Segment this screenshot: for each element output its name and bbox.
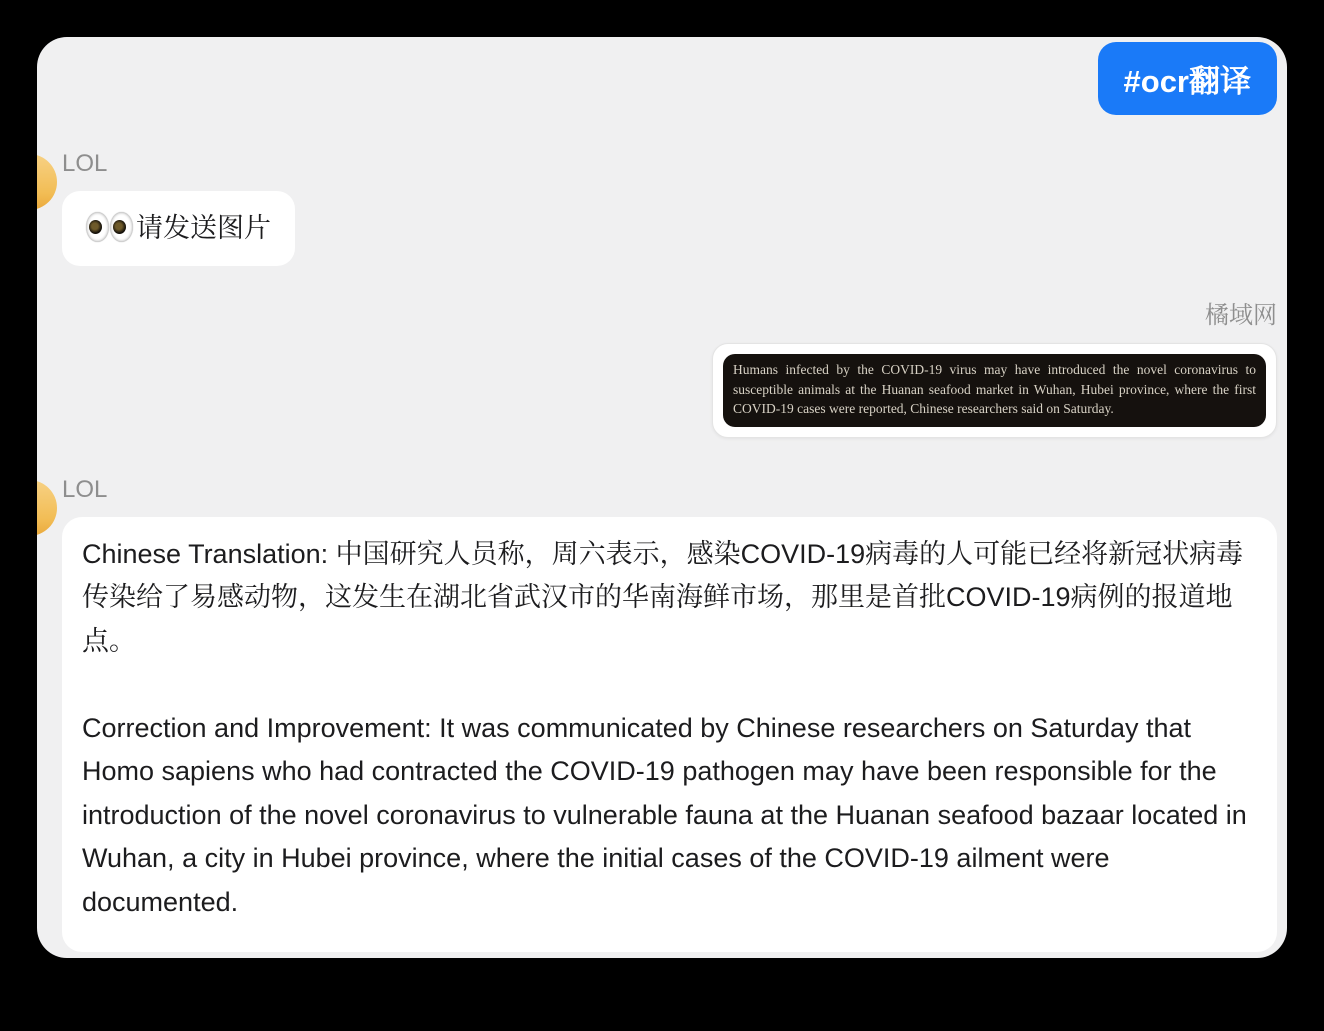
- sender-name: 橘域网: [1205, 302, 1277, 329]
- translation-paragraph: Chinese Translation: 中国研究人员称，周六表示，感染COVID-19病毒的人可能已经将新冠状病毒传染给了易感动物，这发生在湖北省武汉市的华南海鲜市场，那里是首批COVID-19病例的报道地点。: [82, 538, 1244, 656]
- eye-icon: [110, 212, 133, 242]
- chat-container: [37, 37, 1287, 958]
- eye-icon: [86, 212, 109, 242]
- ocr-translate-tag-button[interactable]: #ocr翻译: [1098, 42, 1277, 115]
- page: [0, 37, 1324, 1031]
- avatar[interactable]: [37, 480, 57, 536]
- message-bubble[interactable]: [62, 517, 1277, 953]
- message-bubble[interactable]: [62, 191, 295, 266]
- avatar[interactable]: [37, 154, 57, 210]
- sender-name: LOL: [62, 475, 108, 503]
- sender-name: LOL: [62, 150, 108, 177]
- message-text: 请发送图片: [136, 213, 271, 243]
- message-group-translation: [62, 476, 1277, 953]
- ocr-source-image: Humans infected by the COVID-19 virus may have introduced the novel coronavirus to susceptible animals at the Huanan seafood market in Wuhan, Hubei province, where the first COVID-19 cases were reported, Chinese researchers said on Saturday.: [723, 354, 1266, 427]
- message-group-lol-request: [62, 150, 1277, 266]
- correction-paragraph: Correction and Improvement: It was communicated by Chinese researchers on Saturday that Homo sapiens who had contracted the COVID-19 pathogen may have been responsible for the introduction of the novel coronavirus to vulnerable fauna at the Huanan seafood bazaar located in Wuhan, a city in Hubei province, where the initial cases of the COVID-19 ailment were documented.: [82, 712, 1247, 917]
- image-message-card[interactable]: [712, 343, 1277, 438]
- eyes-emoji-icon: [86, 212, 133, 242]
- message-group-image: [62, 302, 1277, 438]
